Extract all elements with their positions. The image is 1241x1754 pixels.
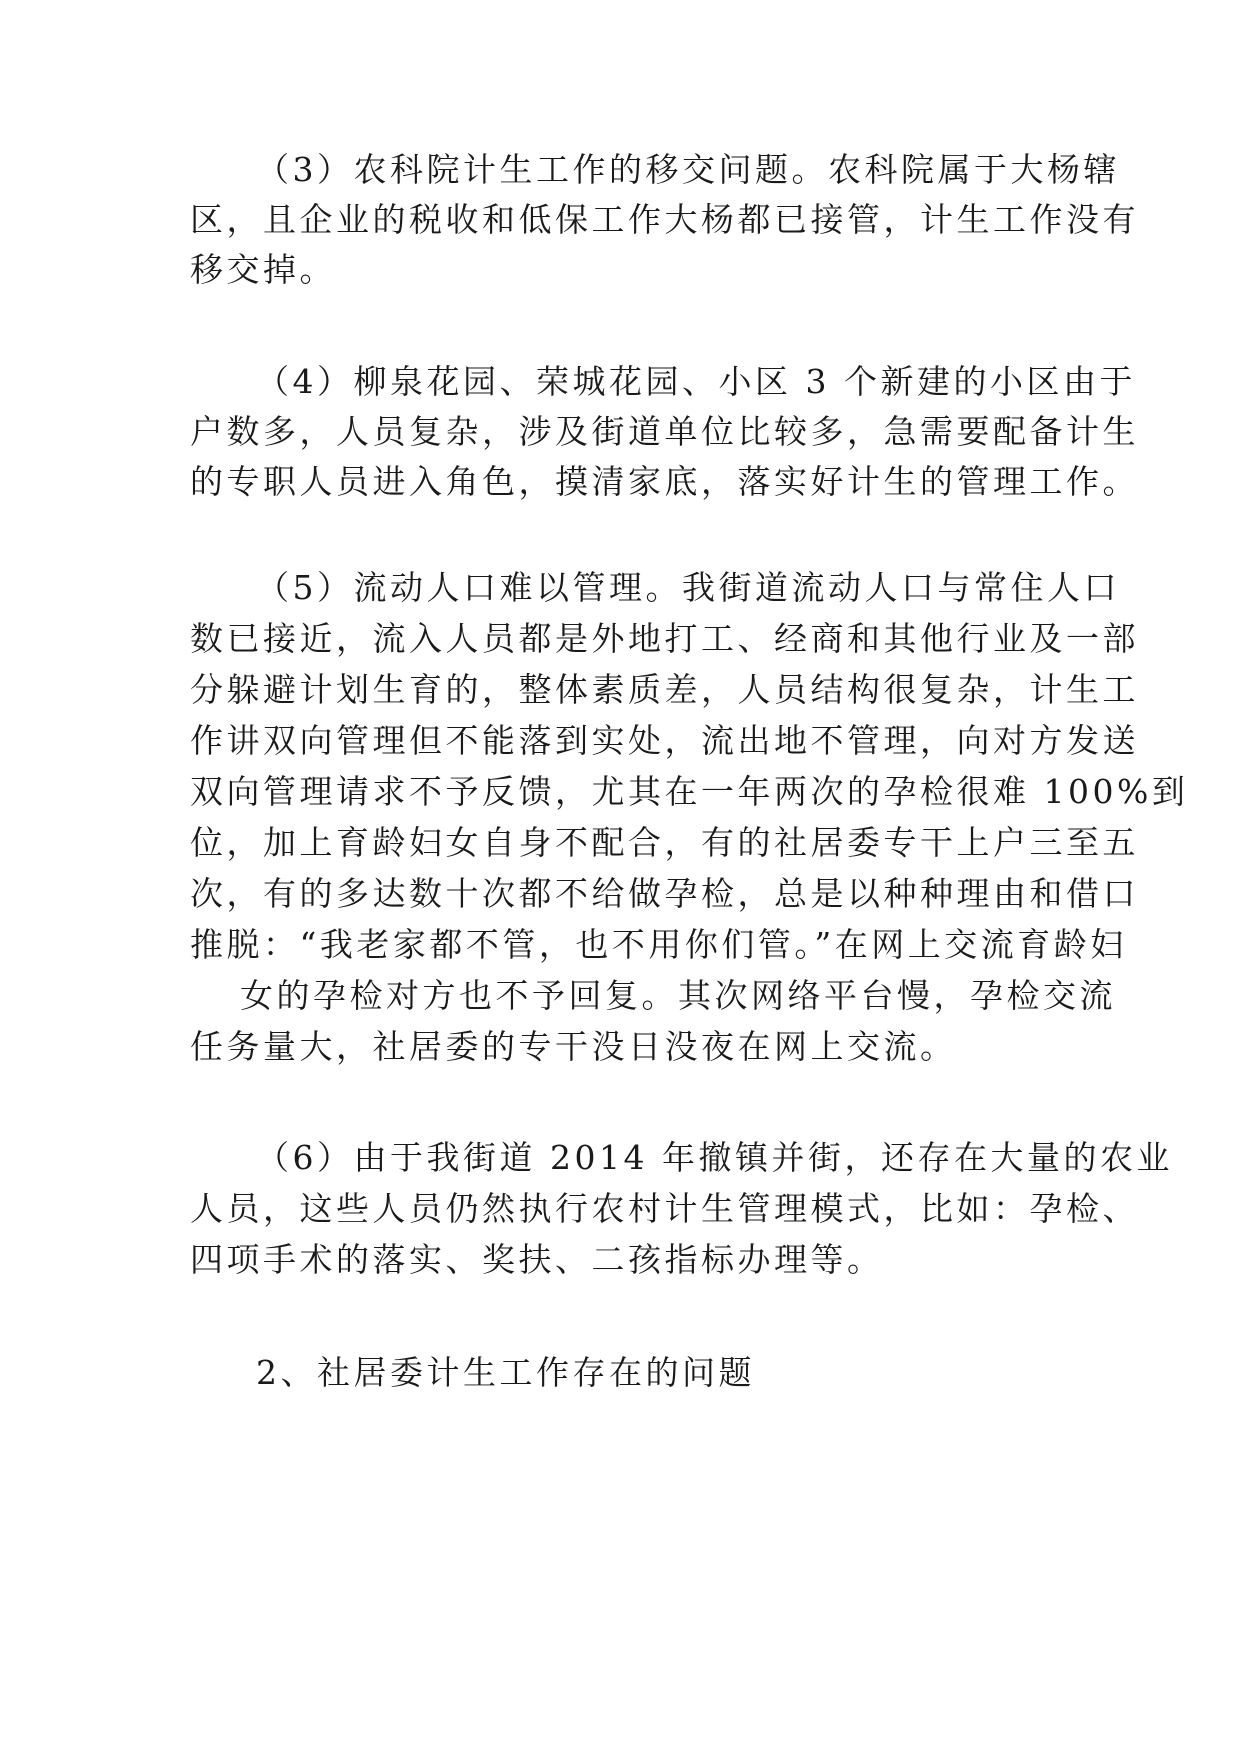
paragraph-5-line-4: 作讲双向管理但不能落到实处，流出地不管理，向对方发送 — [190, 721, 1139, 760]
paragraph-5-line-1: （5）流动人口难以管理。我街道流动人口与常住人口 — [256, 568, 1120, 607]
paragraph-5-line-8: 推脱：“我老家都不管，也不用你们管。”在网上交流育龄妇 — [190, 925, 1127, 964]
paragraph-5-line-9: 女的孕检对方也不予回复。其次网络平台慢，孕检交流 — [240, 976, 1116, 1015]
paragraph-5-line-10: 任务量大，社居委的专干没日没夜在网上交流。 — [190, 1027, 957, 1066]
paragraph-5-line-7: 次，有的多达数十次都不给做孕检，总是以种种理由和借口 — [190, 874, 1139, 913]
paragraph-5-line-3: 分躲避计划生育的，整体素质差，人员结构很复杂，计生工 — [190, 670, 1139, 709]
paragraph-5-line-6: 位，加上育龄妇女自身不配合，有的社居委专干上户三至五 — [190, 823, 1139, 862]
paragraph-6-line-2: 人员，这些人员仍然执行农村计生管理模式，比如：孕检、 — [190, 1189, 1139, 1228]
paragraph-5-line-5: 双向管理请求不予反馈，尤其在一年两次的孕检很难 100%到 — [190, 772, 1189, 811]
paragraph-3-line-3: 移交掉。 — [190, 250, 336, 289]
paragraph-4-line-1: （4）柳泉花园、荣城花园、小区 3 个新建的小区由于 — [256, 362, 1136, 401]
paragraph-4-line-3: 的专职人员进入角色，摸清家底，落实好计生的管理工作。 — [190, 462, 1139, 501]
paragraph-6-line-3: 四项手术的落实、奖扶、二孩指标办理等。 — [190, 1240, 884, 1279]
section-heading-2: 2、社居委计生工作存在的问题 — [256, 1353, 755, 1392]
paragraph-6-line-1: （6）由于我街道 2014 年撤镇并街，还存在大量的农业 — [256, 1138, 1173, 1177]
paragraph-5-line-2: 数已接近，流入人员都是外地打工、经商和其他行业及一部 — [190, 619, 1139, 658]
paragraph-3-line-1: （3）农科院计生工作的移交问题。农科院属于大杨辖 — [256, 150, 1120, 189]
paragraph-3-line-2: 区，且企业的税收和低保工作大杨都已接管，计生工作没有 — [190, 200, 1139, 239]
paragraph-4-line-2: 户数多，人员复杂，涉及街道单位比较多，急需要配备计生 — [190, 412, 1139, 451]
